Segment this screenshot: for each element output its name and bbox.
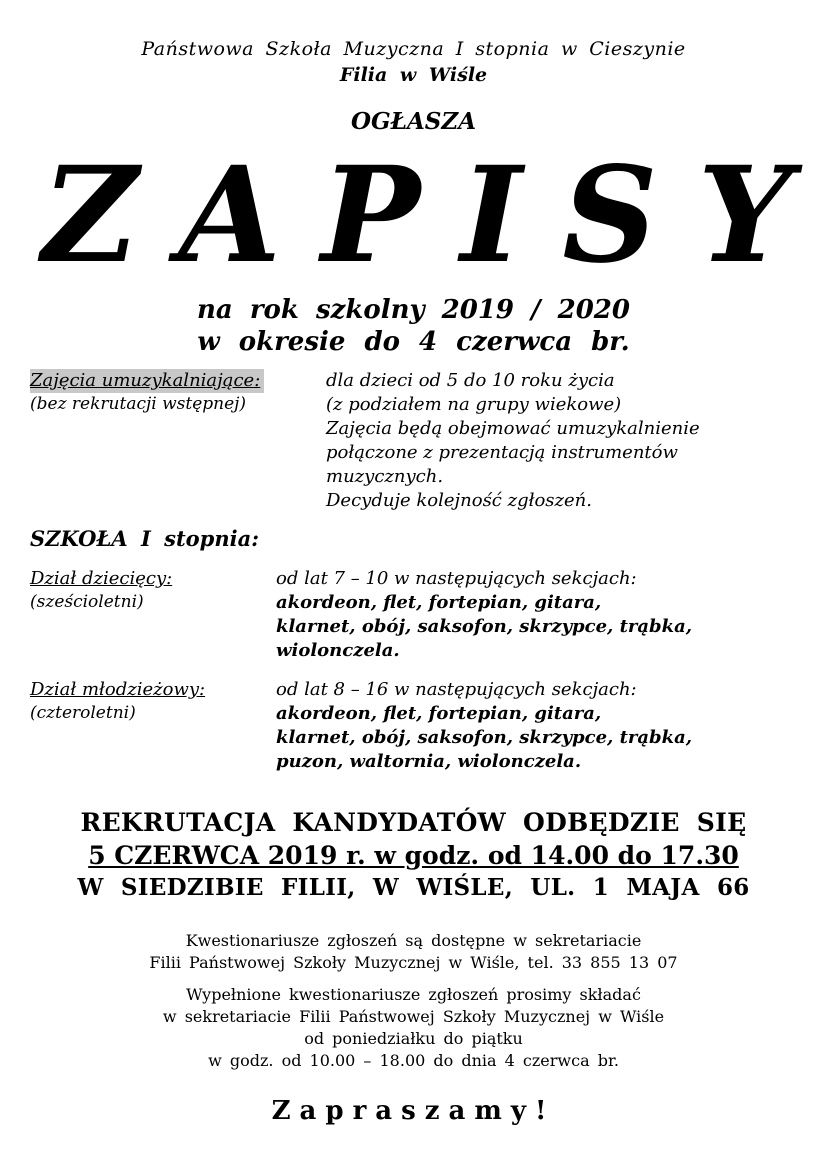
info-line: od poniedziałku do piątku xyxy=(304,1029,523,1048)
title-letter: P xyxy=(321,138,421,293)
title-letter: A xyxy=(178,138,281,293)
description-line: muzycznych. xyxy=(326,466,444,487)
info-availability xyxy=(0,930,827,974)
children-dept-subheading: (sześcioletni) xyxy=(30,592,144,612)
announces-label: OGŁASZA xyxy=(350,108,477,135)
info-line: Wypełnione kwestionariusze zgłoszeń prosimy składać xyxy=(186,985,641,1004)
school-year: na rok szkolny 2019 / 2020 xyxy=(197,295,630,325)
youth-dept-subheading: (czteroletni) xyxy=(30,703,136,723)
instrument-line: klarnet, obój, saksofon, skrzypce, trąbka, xyxy=(276,616,693,637)
dept-intro: od lat 8 – 16 w następujących sekcjach: xyxy=(276,679,637,700)
branch-name: Filia w Wiśle xyxy=(339,64,488,86)
title-letter: I xyxy=(460,138,523,293)
instrument-line: klarnet, obój, saksofon, skrzypce, trąbka, xyxy=(276,727,693,748)
description-line: Zajęcia będą obejmować umuzykalnienie xyxy=(326,418,700,439)
title-letter: Y xyxy=(697,138,792,293)
title-letter: S xyxy=(562,138,658,293)
recruitment-date: 5 CZERWCA 2019 r. w godz. od 14.00 do 17.30 xyxy=(88,841,739,870)
info-line: Filii Państwowej Szkoły Muzycznej w Wiśle, tel. 33 855 13 07 xyxy=(149,953,678,972)
instrument-line: puzon, waltornia, wiolonczela. xyxy=(276,751,582,772)
preparatory-heading: Zajęcia umuzykalniające: xyxy=(30,369,264,393)
enrollment-period: w okresie do 4 czerwca br. xyxy=(197,327,630,357)
preparatory-subheading: (bez rekrutacji wstępnej) xyxy=(30,394,247,414)
instrument-line: akordeon, flet, fortepian, gitara, xyxy=(276,592,602,613)
main-title xyxy=(42,138,792,293)
children-dept-heading: Dział dziecięcy: xyxy=(30,568,173,589)
title-letter: Z xyxy=(42,138,139,293)
recruitment-heading: REKRUTACJA KANDYDATÓW ODBĘDZIE SIĘ xyxy=(80,808,747,837)
info-line: w sekretariacie Filii Państwowej Szkoły Muzycznej w Wiśle xyxy=(162,1007,665,1026)
youth-dept-description xyxy=(276,678,692,774)
school-name: Państwowa Szkoła Muzyczna I stopnia w Cieszynie xyxy=(141,38,686,60)
preparatory-description xyxy=(326,369,700,513)
youth-dept-heading: Dział młodzieżowy: xyxy=(30,679,206,700)
recruitment-location: W SIEDZIBIE FILII, W WIŚLE, UL. 1 MAJA 66 xyxy=(77,874,750,901)
description-line: Decyduje kolejność zgłoszeń. xyxy=(326,490,592,511)
closing-invitation: Zapraszamy! xyxy=(271,1096,556,1126)
info-line: Kwestionariusze zgłoszeń są dostępne w sekretariacie xyxy=(185,931,642,950)
description-line: dla dzieci od 5 do 10 roku życia xyxy=(326,370,615,391)
school-heading: SZKOŁA I stopnia: xyxy=(30,526,259,551)
dept-intro: od lat 7 – 10 w następujących sekcjach: xyxy=(276,568,637,589)
info-line: w godz. od 10.00 – 18.00 do dnia 4 czerwca br. xyxy=(208,1051,619,1070)
description-line: połączone z prezentacją instrumentów xyxy=(326,442,678,463)
info-submission xyxy=(0,984,827,1072)
description-line: (z podziałem na grupy wiekowe) xyxy=(326,394,622,415)
children-dept-description xyxy=(276,567,692,663)
instrument-line: wiolonczela. xyxy=(276,640,400,661)
instrument-line: akordeon, flet, fortepian, gitara, xyxy=(276,703,602,724)
